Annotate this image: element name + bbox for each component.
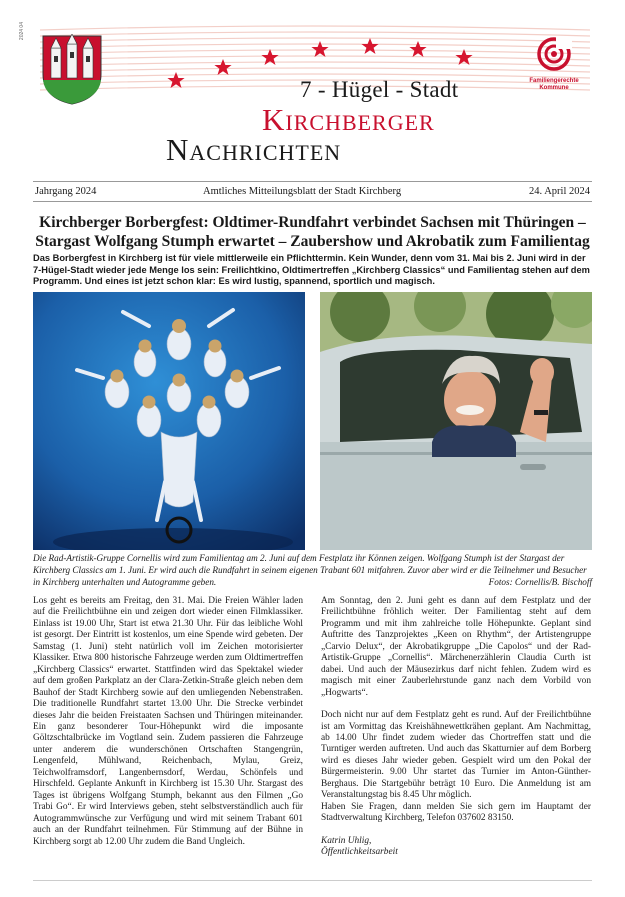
- body-paragraph: Haben Sie Fragen, dann melden Sie sich gern im Hauptamt der Stadtverwaltung Kirchberg, Telefon 037602 83150.: [321, 801, 591, 824]
- article-lead: Das Borbergfest in Kirchberg ist für viele mittlerweile ein Pflichttermin. Kein Wunder, denn vom 31. Mai bis 2. Juni wird in der 7-Hügel-Stadt wieder jede Menge los sein: Freilichtkino, Oldtimertreffen „Kirchberg Classics“ und Familientag stehen auf dem Programm. Und eines ist jetzt schon klar: Es wird lustig, spannend, sportlich und magisch.: [33, 253, 590, 286]
- family-friendly-logo: [529, 37, 579, 97]
- side-meta-text: 2024 04: [19, 22, 25, 41]
- issue-subtitle: Amtliches Mitteilungsblatt der Stadt Kirchberg: [203, 186, 402, 197]
- coat-of-arms-icon: [41, 34, 103, 106]
- body-paragraph: Los geht es bereits am Freitag, den 31. Mai. Die Freien Wähler laden auf die Freilichtbühne ein und zeigen dort wieder einen Filmklassiker. Einlass ist 19.00 Uhr, Start ist etwa 21.30 Uhr. Für das leibliche Wohl ist gesorgt. Der Eintritt ist kostenlos, um eine Spende wird gebeten. Der Samstag (1. Juni) steht natürlich voll im Zeichen motorisierter Klassiker. Etwa 800 historische Fahrzeuge werden zum Oldtimertreffen „Kirchberg Classics“ erwartet. Stattfinden wird das Spektakel wieder auf dem großen Parkplatz an der Clara-Zetkin-Straße gleich neben dem Bauhof der Stadt Kirchberg sowie auf den umliegenden Nebenstraßen. Die traditionelle Rundfahrt startet 13.00 Uhr. Die Strecke verbindet dieses Jahr die beiden Freistaaten Sachsen und Thüringen miteinander. Ein ganz besonderer Tour-Höhepunkt wird die imposante Göltzschtalbrücke im Vogtland sein. Zudem passieren die Fahrzeuge unter anderem die wunderschönen Ortschaften Stangengrün, Lengenfeld, Mühlwand, Reichenbach, Mylau, Greiz, Teichwolframsdorf, Langenbernsdorf, Werdau, Schönfels und Hirschfeld. Geplante Ankunft in Kirchberg ist 15.30 Uhr. Stargast des Tages ist übrigens Wolfgang Stumph, bekannt aus den Filmen „Go Trabi Go“. Er wird Interviews geben, steht selbstverständlich auch für Autogrammwünsche zur Verfügung und wird mit seinem Trabant 601 auch an der Rundfahrt teilnehmen. Für Stimmung auf der Bühne in Kirchberg sorgt ab 12.00 Uhr zudem die Band Ungleich.: [33, 596, 303, 847]
- seven-hill-city-tagline: 7 - Hügel - Stadt: [300, 77, 459, 102]
- masthead-title-line2: [166, 132, 341, 168]
- photo-credit: Fotos: Cornellis/B. Bischoff: [488, 576, 592, 587]
- star-icon: [409, 41, 426, 57]
- headline-line-2: Stargast Wolfgang Stumph erwartet – Zaubershow und Akrobatik zum Familientag: [35, 233, 590, 250]
- photo-caption: [33, 553, 592, 588]
- article-headline: [33, 213, 592, 251]
- author-name: Katrin Uhlig,: [321, 835, 372, 846]
- issue-date: 24. April 2024: [529, 186, 590, 197]
- caption-text: Die Rad-Artistik-Gruppe Cornellis wird zum Familientag am 2. Juni auf dem Festplatz ihr Können zeigen. Wolfgang Stumph ist der Stargast der Kirchberg Classics am 1. Juni. Er wird auch die Rundfahrt in seinem eigenen Trabant 601 mitfahren. Zuvor aber wird er die Teilnehmer und Besucher in Kirchberg unterhalten und Autogramme geben.: [33, 553, 587, 587]
- author-role: Öffentlichkeitsarbeit: [321, 847, 398, 858]
- article-column-left: [33, 596, 303, 848]
- masthead-title-line2-text: Nachrichten: [166, 132, 342, 167]
- headline-line-1: Kirchberger Borbergfest: Oldtimer-Rundfahrt verbindet Sachsen mit Thüringen –: [39, 214, 586, 231]
- masthead-title-line1-text: Kirchberger: [262, 102, 435, 137]
- star-icon: [361, 38, 378, 54]
- article-column-right: [321, 596, 591, 859]
- body-paragraph: Doch nicht nur auf dem Festplatz geht es rund. Auf der Freilichtbühne ist am Vormittag das Kreishähnewettkrähen geplant. Am Nachmittag, ab 14.00 Uhr findet zudem wieder das Chortreffen statt und die Turntiger werden auftreten. Und auch das Skatturnier auf dem Borberg wird es dieses Jahr wieder geben. Gespielt wird um den Pokal der Bürgermeisterin. 9.00 Uhr startet das Turnier im Anton-Günther-Berghaus. Die Startgebühr beträgt 10 Euro. Die Anmeldung ist am Veranstaltungstag bis 8.45 Uhr möglich.: [321, 710, 591, 801]
- star-icon: [311, 41, 328, 57]
- star-icon: [214, 59, 231, 75]
- issue-meta-bar: [33, 181, 592, 202]
- acrobats-photo: [33, 292, 305, 550]
- bottom-divider: [33, 880, 592, 881]
- car-photo: [320, 292, 592, 550]
- family-logo-icon: [536, 37, 572, 71]
- issue-volume: Jahrgang 2024: [35, 186, 97, 197]
- family-logo-label: Familiengerechte Kommune: [529, 78, 579, 91]
- body-paragraph: Am Sonntag, den 2. Juni geht es dann auf dem Festplatz und der Freilichtbühne fröhlich weiter. Der Familientag steht auf dem Programm und mit ihm zahlreiche tolle Höhepunkte. Geplant sind Auftritte des Tanzprojektes „Keen on Rhythm“, der Artistengruppe „Carvio Delux“, der Akrobatikgruppe „Die Capolos“ und der Rad-Artistik-Gruppe „Cornellis“. Märchenerzählerin Claudia Curth ist dabei. Und auch der Mäusezirkus darf nicht fehlen. Zudem wird es magisch mit einer Zauberlehrstunde ganz nach dem Vorbild von „Hogwarts“.: [321, 596, 591, 698]
